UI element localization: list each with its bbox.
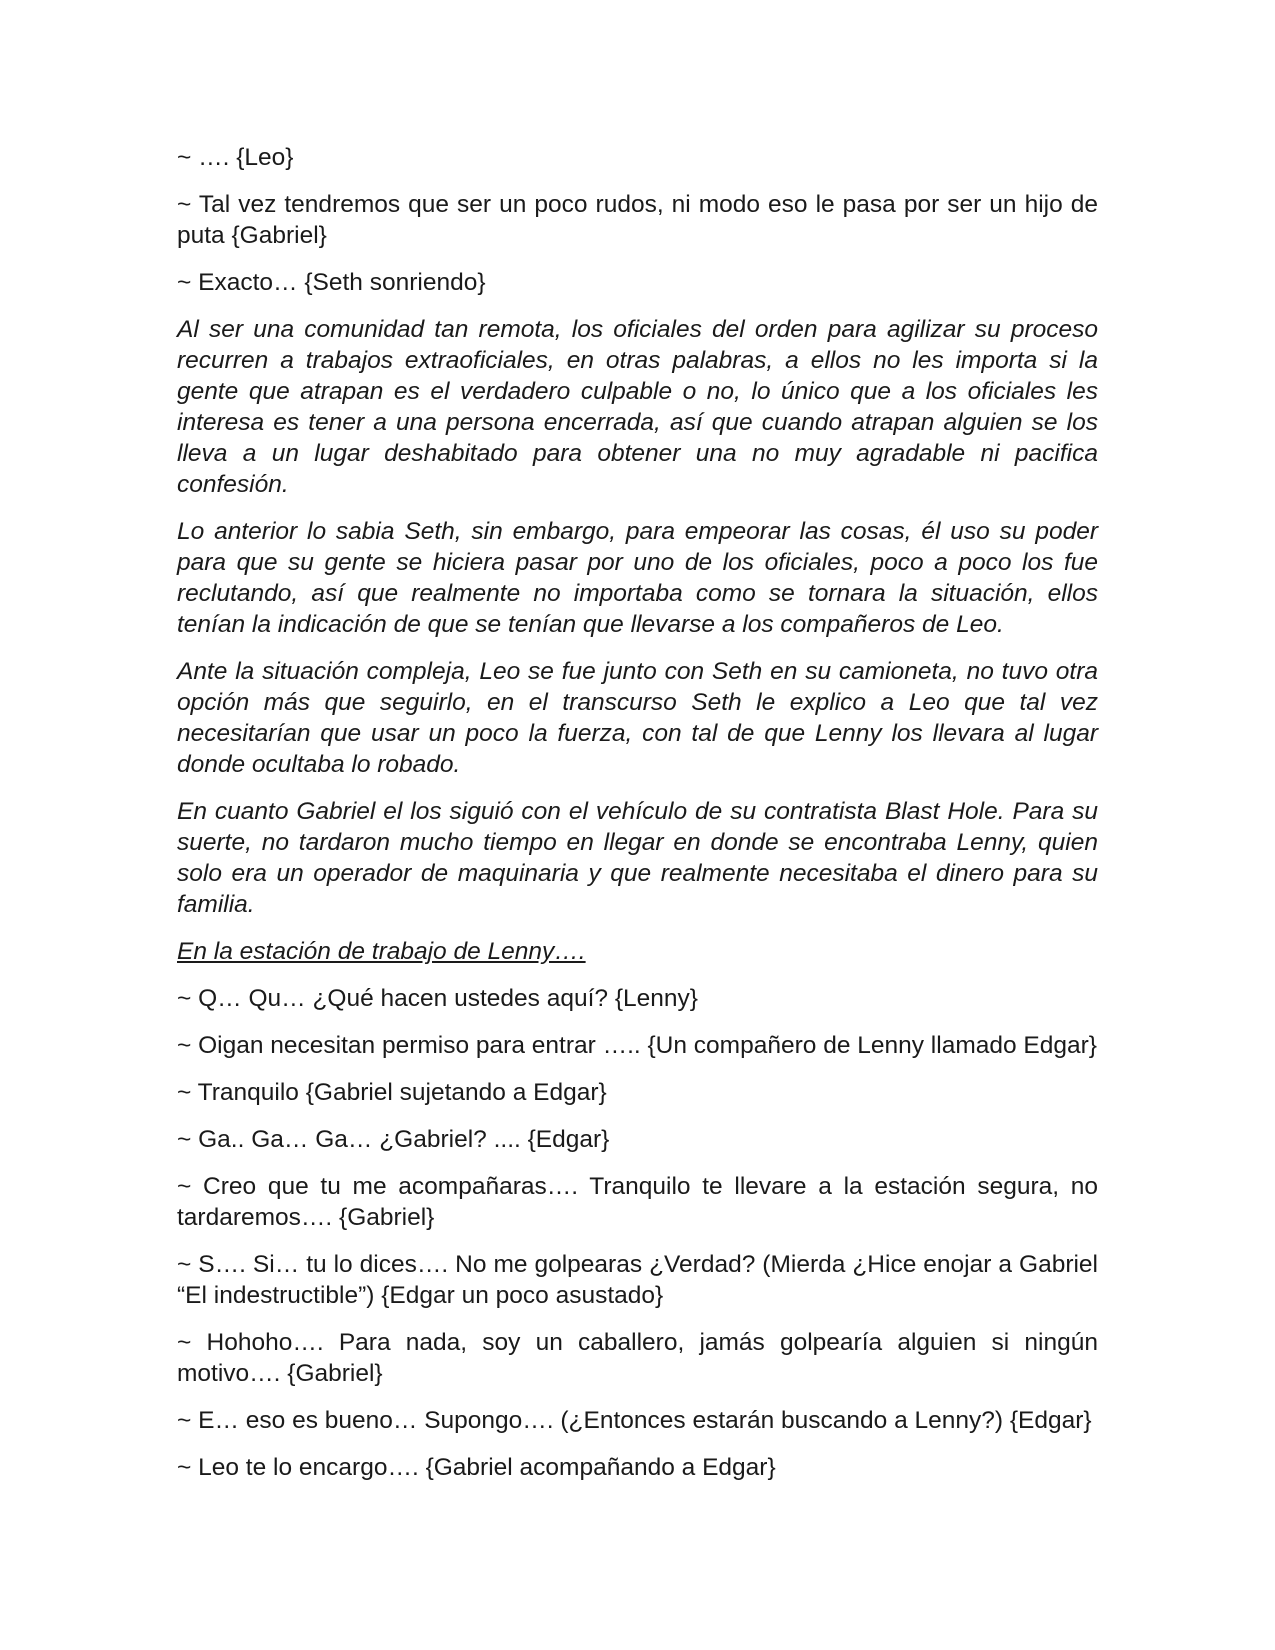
scene-heading: En la estación de trabajo de Lenny…. <box>177 938 586 965</box>
dialogue-line: ~ Ga.. Ga… Ga… ¿Gabriel? .... {Edgar} <box>177 1126 610 1153</box>
narration-paragraph: Al ser una comunidad tan remota, los oficiales del orden para agilizar su proceso recurren a trabajos extraoficiales, en otras palabras, a ellos no les importa si la gente que atrapan es el verdadero culpable o no, lo único que a los oficiales les interesa es tener a una persona encerrada, así que cuando atrapan alguien se los lleva a un lugar deshabitado para obtener una no muy agradable ni pacifica confesión. <box>177 316 1098 498</box>
narration-paragraph: Ante la situación compleja, Leo se fue junto con Seth en su camioneta, no tuvo otra opción más que seguirlo, en el transcurso Seth le explico a Leo que tal vez necesitarían que usar un poco la fuerza, con tal de que Lenny los llevara al lugar donde ocultaba lo robado. <box>177 658 1098 778</box>
dialogue-line: ~ Tranquilo {Gabriel sujetando a Edgar} <box>177 1079 607 1106</box>
dialogue-line: ~ Hohoho…. Para nada, soy un caballero, jamás golpearía alguien si ningún motivo…. {Gabriel} <box>177 1329 1098 1387</box>
document-page <box>177 142 1098 1499</box>
dialogue-line: ~ …. {Leo} <box>177 144 294 171</box>
narration-paragraph: En cuanto Gabriel el los siguió con el vehículo de su contratista Blast Hole. Para su suerte, no tardaron mucho tiempo en llegar en donde se encontraba Lenny, quien solo era un operador de maquinaria y que realmente necesitaba el dinero para su familia. <box>177 798 1098 918</box>
dialogue-line: ~ Exacto… {Seth sonriendo} <box>177 269 486 296</box>
dialogue-line: ~ Tal vez tendremos que ser un poco rudos, ni modo eso le pasa por ser un hijo de puta {Gabriel} <box>177 191 1098 249</box>
dialogue-line: ~ Creo que tu me acompañaras…. Tranquilo te llevare a la estación segura, no tardaremos…. {Gabriel} <box>177 1173 1098 1231</box>
dialogue-line: ~ S…. Si… tu lo dices…. No me golpearas ¿Verdad? (Mierda ¿Hice enojar a Gabriel “El indestructible”) {Edgar un poco asustado} <box>177 1251 1098 1309</box>
dialogue-line: ~ E… eso es bueno… Supongo…. (¿Entonces estarán buscando a Lenny?) {Edgar} <box>177 1407 1092 1434</box>
dialogue-line: ~ Q… Qu… ¿Qué hacen ustedes aquí? {Lenny} <box>177 985 698 1012</box>
dialogue-line: ~ Leo te lo encargo…. {Gabriel acompañando a Edgar} <box>177 1454 776 1481</box>
narration-paragraph: Lo anterior lo sabia Seth, sin embargo, para empeorar las cosas, él uso su poder para que su gente se hiciera pasar por uno de los oficiales, poco a poco los fue reclutando, así que realmente no importaba como se tornara la situación, ellos tenían la indicación de que se tenían que llevarse a los compañeros de Leo. <box>177 518 1098 638</box>
dialogue-line: ~ Oigan necesitan permiso para entrar ….. {Un compañero de Lenny llamado Edgar} <box>177 1032 1097 1059</box>
